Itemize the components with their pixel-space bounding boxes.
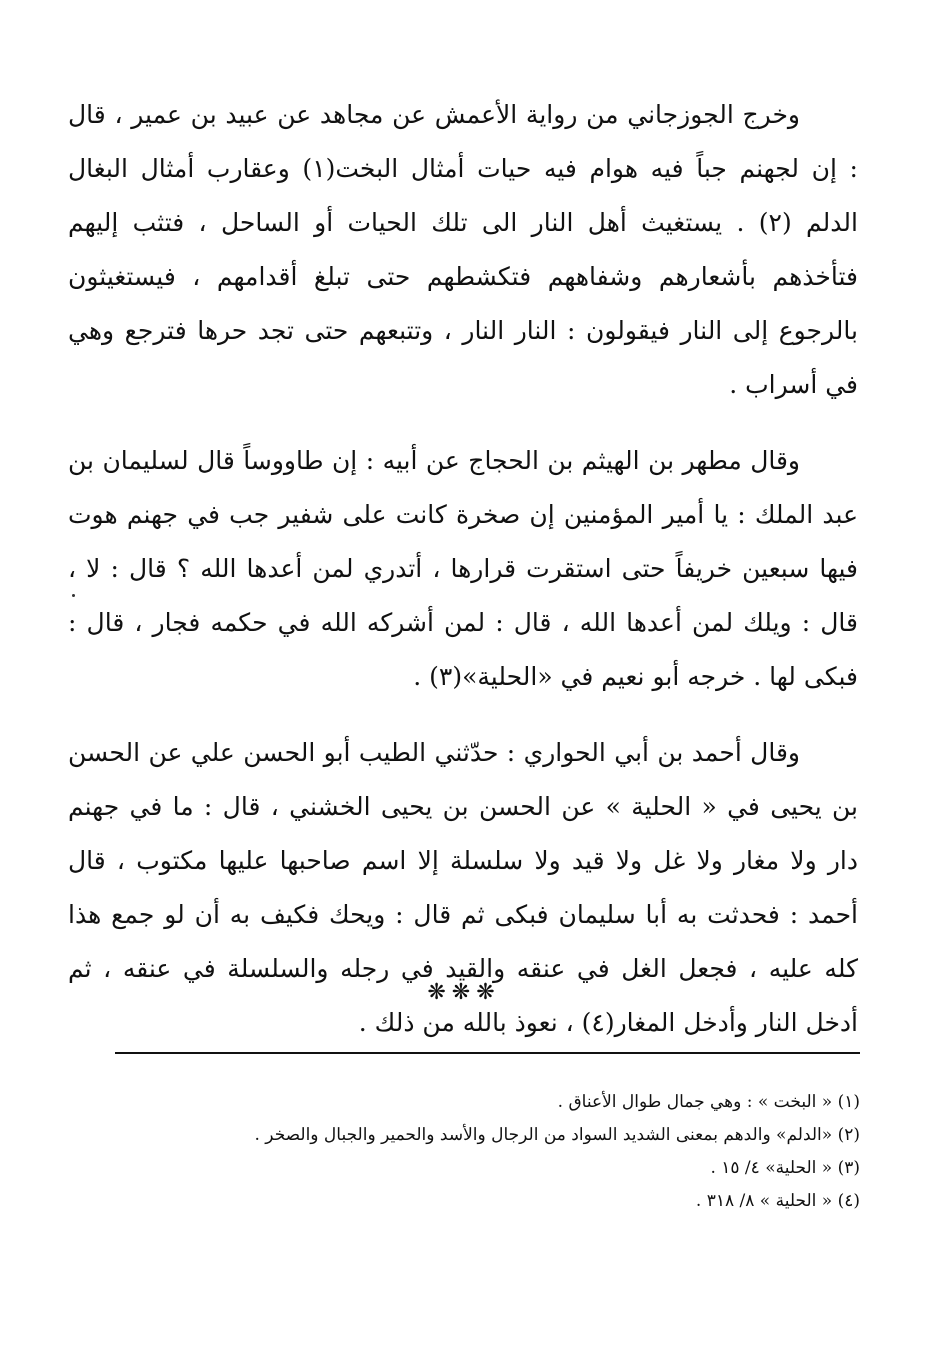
main-text — [68, 88, 858, 1072]
footnote-3: (٣) « الحلية» ٤/ ١٥ . — [710, 1158, 860, 1178]
footnote-1: (١) « البخت » : وهي جمال طوال الأعناق . — [557, 1092, 860, 1112]
paragraph-1: وخرج الجوزجاني من رواية الأعمش عن مجاهد عن عبيد بن عمير ، قال : إن لجهنم جباً فيه هوام فيه حيات أمثال البخت(١) وعقارب أمثال البغال الدلم (٢) . يستغيث أهل النار الى تلك الحيات أو الساحل ، فتثب إليهم فتأخذهم بأشعارهم وشفاههم فتكشطهم حتى تبلغ أقدامهم ، فيستغيثون بالرجوع إلى النار فيقولون : النار النار ، وتتبعهم حتى تجد حرها فترجع وهي في أسراب . — [68, 100, 858, 399]
footnotes — [70, 1086, 860, 1218]
footnote-rule — [115, 1052, 860, 1054]
paragraph-3: وقال أحمد بن أبي الحواري : حدّثني الطيب أبو الحسن علي عن الحسن بن يحيى في « الحلية » عن الحسن بن يحيى الخشني ، قال : ما في جهنم دار ولا مغار ولا غل ولا قيد ولا سلسلة إلا اسم صاحبها عليها مكتوب ، قال أحمد : فحدثت به أبا سليمان فبكى ثم قال : ويحك فكيف به أن لو جمع هذا كله عليه ، فجعل الغل في عنقه والقيد في رجله والسلسلة في عنقه ، ثم أدخل النار وأدخل المغار(٤) ، نعوذ بالله من ذلك . — [68, 738, 858, 1037]
scan-speck — [72, 594, 75, 597]
footnote-2: (٢) «الدلم» والدهم بمعنى الشديد السواد من الرجال والأسد والحمير والجبال والصخر . — [254, 1125, 860, 1145]
footnote-4: (٤) « الحلية » ٨/ ٣١٨ . — [695, 1191, 860, 1211]
section-separator: ❋❋❋ — [427, 980, 501, 1005]
paragraph-2: وقال مطهر بن الهيثم بن الحجاج عن أبيه : إن طاووساً قال لسليمان بن عبد الملك : يا أمير المؤمنين إن صخرة كانت على شفير جب في جهنم هوت فيها سبعين خريفاً حتى استقرت قرارها ، أتدري لمن أعدها الله ؟ قال : لا ، قال : ويلك لمن أعدها الله ، قال : لمن أشركه الله في حكمه فجار ، قال : فبكى لها . خرجه أبو نعيم في «الحلية»(٣) . — [68, 446, 858, 691]
